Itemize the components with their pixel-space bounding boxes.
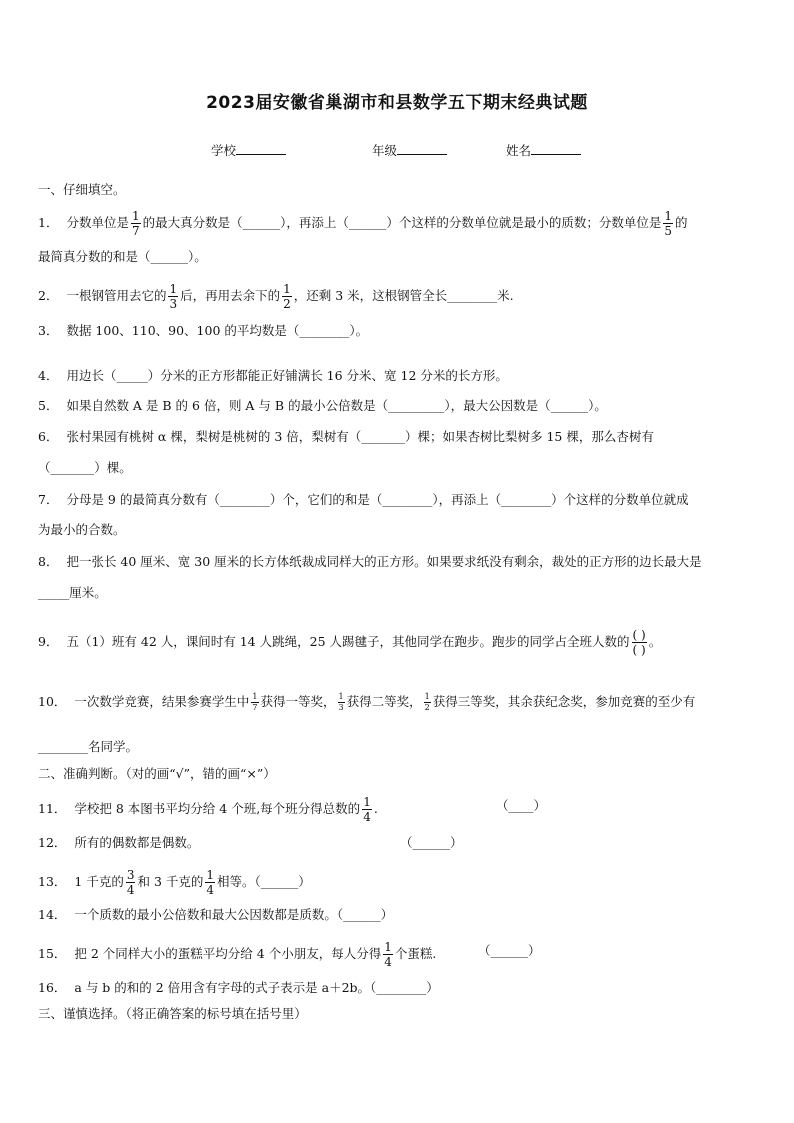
school-label: 学校 [211,143,237,158]
grade-field [372,141,447,159]
question-16 [38,978,758,998]
school-blank[interactable] [236,142,286,155]
question-number: 10． [38,694,67,709]
fraction: $\frac{1}{7}$ [252,692,258,712]
fraction: $\frac{1}{2}$ [424,692,430,712]
name-field [506,141,581,159]
question-number: 6． [38,429,59,444]
fraction: $\frac{1}{7}$ [131,209,140,238]
question-text: 用边长（_____）分米的正方形都能正好铺满长 16 分米、宽 12 分米的长方形。 [66,368,508,383]
question-text: 获得二等奖， [346,694,422,709]
name-blank[interactable] [531,142,581,155]
question-2 [38,283,758,310]
question-text: 一根钢管用去它的 [66,288,167,303]
question-number: 9． [38,634,59,649]
question-4 [38,366,758,386]
question-text: 如果自然数 A 是 B 的 6 倍，则 A 与 B 的最小公倍数是（_________），最大公因数是（______）。 [66,398,607,413]
question-number: 7． [38,492,59,507]
question-number: 14． [38,907,67,922]
fraction: $\frac{1}{5}$ [664,209,673,238]
question-text: 和 3 千克的 [137,874,204,889]
question-number: 3． [38,323,59,338]
question-text: 获得一等奖， [260,694,336,709]
fraction: $\frac{1}{4}$ [384,940,392,969]
name-label: 姓名 [506,143,532,158]
question-7 [38,490,758,510]
fraction: $\frac{1}{4}$ [206,868,215,897]
question-text: 张村果园有桃树 α 棵，梨树是桃树的 3 倍，梨树有（_______）棵；如果杏树比梨树多 15 棵，那么杏树有 [66,429,654,444]
fraction: $\frac{3}{4}$ [126,868,135,897]
question-7-continued: 为最小的合数。 [38,522,126,537]
grade-blank[interactable] [397,142,447,155]
question-text: 的 [675,215,688,230]
school-field [211,141,286,159]
question-text: 的最大真分数是（______），再添上（______）个这样的分数单位就是最小的质数；分数单位是 [142,215,662,230]
question-14 [38,905,758,925]
question-8 [38,552,758,572]
question-number: 16． [38,980,67,995]
question-9 [38,629,758,656]
question-1 [38,210,758,237]
answer-paren[interactable]: （______） [400,835,463,850]
question-text: ，还剩 3 米，这根钢管全长________米. [293,288,514,303]
fraction: $\frac{1}{3}$ [169,282,178,311]
question-11 [38,796,758,823]
question-10-continued: ________名同学。 [38,739,139,754]
question-number: 4． [38,368,59,383]
question-number: 15． [38,946,67,961]
question-5 [38,396,758,416]
answer-paren[interactable]: （____） [496,798,547,813]
question-number: 13． [38,874,67,889]
question-text: 把 2 个同样大小的蛋糕平均分给 4 个小朋友，每人分得 [74,946,382,961]
question-1-continued: 最简真分数的和是（______）。 [38,249,207,264]
question-number: 8． [38,554,59,569]
question-text: 分数单位是 [66,215,129,230]
question-text: 一次数学竞赛，结果参赛学生中 [74,694,250,709]
question-number: 2． [38,288,59,303]
question-number: 12． [38,835,67,850]
question-text: 一个质数的最小公倍数和最大公因数都是质数。（______） [74,907,394,922]
question-6-continued: （_______）棵。 [38,460,132,475]
grade-label: 年级 [372,143,398,158]
answer-paren[interactable]: （______） [478,943,541,958]
question-text: 获得三等奖，其余获纪念奖，参加竞赛的至少有 [432,694,696,709]
question-text: 五（1）班有 42 人，课间时有 14 人跳绳，25 人踢毽子，其他同学在跑步。跑步的同学占全班人数的 [66,634,630,649]
question-text: 所有的偶数都是偶数。 [74,835,200,850]
question-15 [38,941,758,968]
question-text: 相等。（______） [217,874,311,889]
question-3 [38,321,758,341]
question-text: 数据 100、110、90、100 的平均数是（________）。 [66,323,369,338]
page-title: 2023届安徽省巢湖市和县数学五下期末经典试题 [206,93,588,113]
question-text: . [373,801,378,816]
question-text: a 与 b 的和的 2 倍用含有字母的式子表示是 a＋2b。（________） [74,980,439,995]
question-text: 把一张长 40 厘米、宽 30 厘米的长方体纸裁成同样大的正方形。如果要求纸没有剩余，裁处的正方形的边长最大是 [66,554,702,569]
question-text: 后，再用去余下的 [180,288,281,303]
section-heading: 二、准确判断。（对的画“√”，错的画“×”） [38,766,276,781]
question-text: 。 [648,634,662,649]
question-6 [38,427,758,447]
fraction: $\frac{1}{2}$ [283,282,291,311]
fraction: $\frac{1}{4}$ [363,795,371,824]
question-8-continued: _____厘米。 [38,585,107,600]
question-13 [38,869,758,896]
question-number: 11． [38,801,67,816]
question-text: 1 千克的 [74,874,124,889]
fraction: $\frac{1}{3}$ [338,692,344,712]
question-text: 个蛋糕. [394,946,437,961]
question-12 [38,833,758,853]
section-heading: 一、仔细填空。 [38,182,126,197]
question-10 [38,692,758,712]
fraction-blank[interactable]: $\frac{( )}{( )}$ [632,628,646,657]
question-number: 1． [38,215,59,230]
question-number: 5． [38,398,59,413]
section-heading: 三、谨慎选择。（将正确答案的标号填在括号里） [38,1006,307,1021]
question-text: 学校把 8 本图书平均分给 4 个班,每个班分得总数的 [74,801,361,816]
question-text: 分母是 9 的最简真分数有（________）个，它们的和是（________），再添上（________）个这样的分数单位就成 [66,492,689,507]
